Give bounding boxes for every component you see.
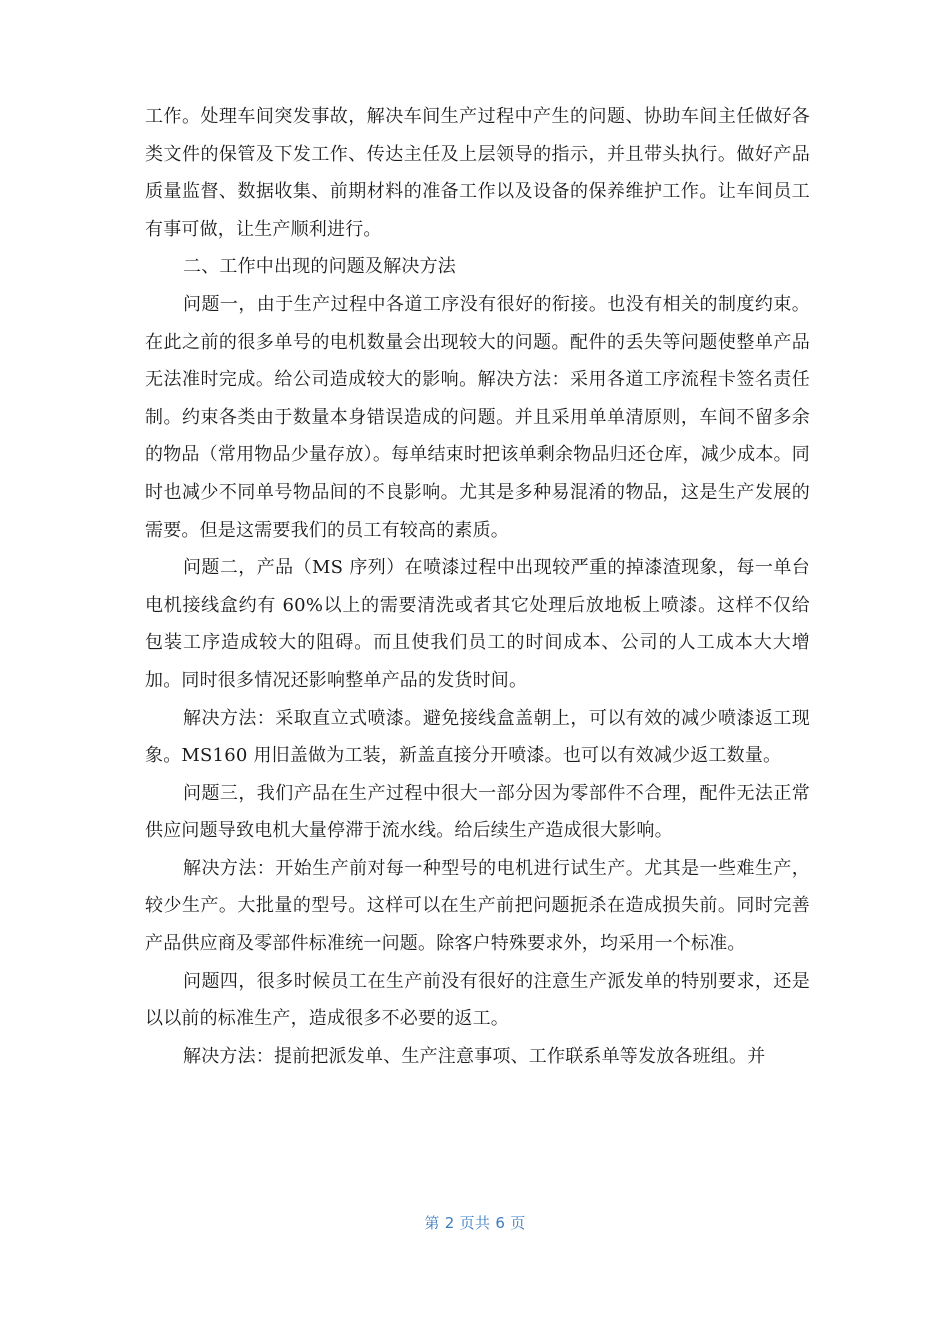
page-number-label: 第 2 页共 6 页 bbox=[424, 1214, 526, 1232]
paragraph-solution-3: 解决方法：开始生产前对每一种型号的电机进行试生产。尤其是一些难生产，较少生产。大批量的型号。这样可以在生产前把问题扼杀在造成损失前。同时完善产品供应商及零部件标准统一问题。除客户特殊要求外，均采用一个标准。 bbox=[145, 857, 810, 955]
paragraph-problem-3: 问题三，我们产品在生产过程中很大一部分因为零部件不合理，配件无法正常供应问题导致电机大量停滞于流水线。给后续生产造成很大影响。 bbox=[145, 782, 810, 842]
paragraph-1: 工作。处理车间突发事故，解决车间生产过程中产生的问题、协助车间主任做好各类文件的保管及下发工作、传达主任及上层领导的指示，并且带头执行。做好产品质量监督、数据收集、前期材料的准备工作以及设备的保养维护工作。让车间员工有事可做，让生产顺利进行。 bbox=[145, 106, 810, 240]
paragraph-problem-1: 问题一，由于生产过程中各道工序没有很好的衔接。也没有相关的制度约束。在此之前的很多单号的电机数量会出现较大的问题。配件的丢失等问题使整单产品无法准时完成。给公司造成较大的影响。解决方法：采用各道工序流程卡签名责任制。约束各类由于数量本身错误造成的问题。并且采用单单清原则，车间不留多余的物品（常用物品少量存放）。每单结束时把该单剩余物品归还仓库，减少成本。同时也减少不同单号物品间的不良影响。尤其是多种易混淆的物品，这是生产发展的需要。但是这需要我们的员工有较高的素质。 bbox=[145, 293, 810, 541]
paragraph-solution-2: 解决方法：采取直立式喷漆。避免接线盒盖朝上，可以有效的减少喷漆返工现象。MS160 用旧盖做为工装，新盖直接分开喷漆。也可以有效减少返工数量。 bbox=[145, 707, 810, 767]
paragraph-solution-4: 解决方法：提前把派发单、生产注意事项、工作联系单等发放各班组。并 bbox=[183, 1045, 766, 1067]
document-body bbox=[145, 98, 810, 1075]
paragraph-problem-4: 问题四，很多时候员工在生产前没有很好的注意生产派发单的特别要求，还是以以前的标准生产，造成很多不必要的返工。 bbox=[145, 970, 810, 1030]
paragraph-problem-2: 问题二，产品（MS 序列）在喷漆过程中出现较严重的掉漆渣现象，每一单台电机接线盒约有 60%以上的需要清洗或者其它处理后放地板上喷漆。这样不仅给包装工序造成较大的阻碍。而且使我们员工的时间成本、公司的人工成本大大增加。同时很多情况还影响整单产品的发货时间。 bbox=[145, 557, 810, 691]
page-footer bbox=[0, 1212, 950, 1233]
section-heading-problems: 二、工作中出现的问题及解决方法 bbox=[183, 256, 456, 278]
